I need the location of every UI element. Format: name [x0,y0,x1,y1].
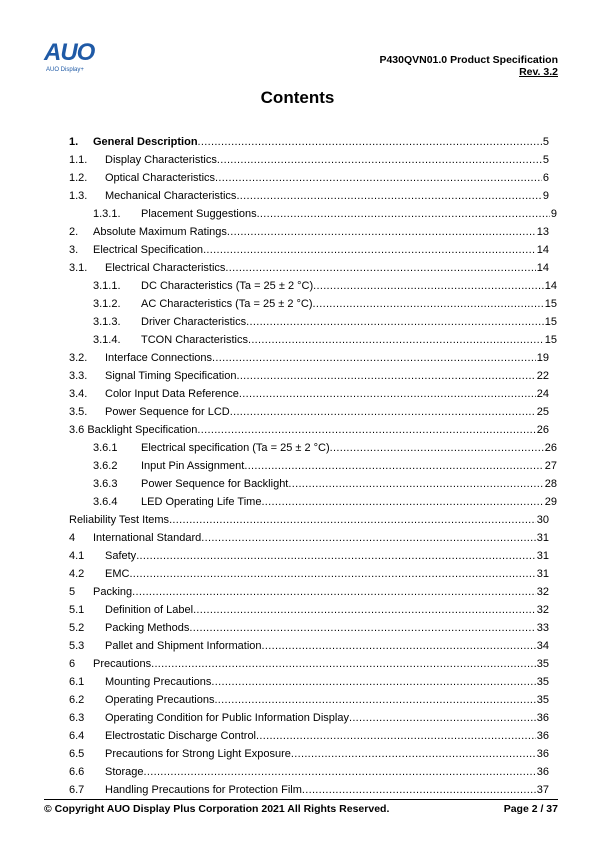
toc-entry-number: 6.7 [69,784,85,796]
toc-entry[interactable] [69,709,549,725]
toc-entry-title: Precautions [93,658,152,670]
toc-dot-leader [302,783,536,797]
toc-entry-page: 36 [536,748,549,760]
toc-entry-title: DC Characteristics (Ta = 25 ± 2 °C) [141,280,314,292]
toc-entry[interactable] [69,259,549,275]
toc-entry-title: 3.6 Backlight Specification [69,424,198,436]
toc-entry-page: 14 [536,244,549,256]
toc-entry-number: 4.1 [69,550,85,562]
toc-dot-leader [313,297,544,311]
toc-dot-leader [257,207,550,221]
toc-entry-title: Safety [105,550,137,562]
toc-dot-leader [248,333,544,347]
toc-entry-number: 1. [69,136,79,148]
toc-entry-page: 36 [536,766,549,778]
toc-entry-page: 15 [544,298,557,310]
toc-entry-page: 36 [536,712,549,724]
toc-dot-leader [256,729,536,743]
toc-entry-number: 5.1 [69,604,85,616]
toc-entry-number: 3.6.4 [93,496,118,508]
toc-entry[interactable] [69,781,549,797]
toc-entry[interactable] [69,637,549,653]
toc-entry-number: 3.1.4. [93,334,121,346]
toc-dot-leader [203,243,536,257]
toc-entry-page: 35 [536,658,549,670]
toc-entry-page: 15 [544,316,557,328]
toc-entry[interactable] [93,331,557,347]
toc-entry-number: 3.1. [69,262,88,274]
toc-entry[interactable] [93,439,557,455]
toc-entry[interactable] [69,241,549,257]
toc-entry-number: 3.6.3 [93,478,118,490]
toc-entry-number: 5 [69,586,76,598]
toc-entry-number: 6 [69,658,76,670]
toc-entry-number: 3.6.1 [93,442,118,454]
toc-entry-title: EMC [105,568,130,580]
toc-entry-page: 15 [544,334,557,346]
toc-entry-page: 27 [544,460,557,472]
toc-entry-title: General Description [93,136,198,148]
toc-entry-number: 1.1. [69,154,88,166]
toc-entry[interactable] [69,601,549,617]
toc-entry-number: 6.1 [69,676,85,688]
toc-entry[interactable] [93,277,557,293]
toc-entry[interactable] [69,745,549,761]
toc-entry-page: 35 [536,676,549,688]
toc-dot-leader [193,603,536,617]
toc-entry[interactable] [69,187,549,203]
toc-entry-page: 22 [536,370,549,382]
toc-entry-page: 13 [536,226,549,238]
toc-entry-title: Reliability Test Items [69,514,170,526]
toc-entry[interactable] [69,151,549,167]
toc-entry-page: 19 [536,352,549,364]
toc-entry[interactable] [69,421,549,437]
toc-entry-page: 36 [536,730,549,742]
toc-entry-page: 26 [536,424,549,436]
toc-dot-leader [197,423,535,437]
toc-entry-title: Color Input Data Reference [105,388,239,400]
toc-entry[interactable] [69,655,549,671]
toc-entry[interactable] [93,475,557,491]
revision-label: Rev. 3.2 [519,66,558,78]
toc-dot-leader [151,657,536,671]
toc-entry-title: Operating Precautions [105,694,215,706]
toc-dot-leader [144,765,536,779]
toc-entry-page: 32 [536,604,549,616]
toc-entry-page: 5 [542,136,549,148]
toc-entry[interactable] [93,457,557,473]
page-title: Contents [260,88,335,107]
toc-entry[interactable] [93,493,557,509]
toc-dot-leader [169,513,536,527]
toc-entry-title: Placement Suggestions [141,208,257,220]
toc-dot-leader [215,171,542,185]
footer-divider [44,799,558,800]
toc-entry[interactable] [69,349,549,365]
toc-entry-number: 6.5 [69,748,85,760]
toc-entry[interactable] [69,511,549,527]
toc-entry[interactable] [69,727,549,743]
logo-mark: AUO [44,39,95,66]
toc-entry[interactable] [69,547,549,563]
toc-entry-title: Electrical Characteristics [105,262,226,274]
toc-dot-leader [239,387,536,401]
toc-entry-page: 33 [536,622,549,634]
toc-entry[interactable] [69,673,549,689]
toc-entry[interactable] [69,169,549,185]
toc-entry-title: Signal Timing Specification [105,370,237,382]
toc-entry[interactable] [93,295,557,311]
toc-entry-number: 3. [69,244,79,256]
toc-entry-page: 37 [536,784,549,796]
page-number: Page 2 / 37 [503,803,558,815]
toc-entry[interactable] [69,403,549,419]
toc-entry-page: 9 [550,208,557,220]
toc-dot-leader [129,567,535,581]
toc-entry-title: Packing [93,586,133,598]
toc-entry-page: 31 [536,550,549,562]
toc-entry-page: 29 [544,496,557,508]
toc-entry-title: AC Characteristics (Ta = 25 ± 2 °C) [141,298,313,310]
toc-dot-leader [349,711,536,725]
toc-entry-number: 6.6 [69,766,85,778]
toc-entry-title: Electrical specification (Ta = 25 ± 2 °C) [141,442,330,454]
toc-entry-page: 28 [544,478,557,490]
toc-entry-number: 3.1.2. [93,298,121,310]
toc-entry-page: 25 [536,406,549,418]
toc-entry-title: LED Operating Life Time [141,496,262,508]
toc-entry-number: 3.3. [69,370,88,382]
toc-entry[interactable] [93,313,557,329]
toc-entry-title: TCON Characteristics [141,334,248,346]
toc-entry-title: Optical Characteristics [105,172,216,184]
toc-dot-leader [236,369,535,383]
toc-dot-leader [230,405,536,419]
toc-entry-title: Packing Methods [105,622,190,634]
toc-entry-title: Operating Condition for Public Information Display [105,712,349,724]
toc-entry[interactable] [93,205,557,221]
toc-entry-number: 6.4 [69,730,85,742]
toc-entry-page: 24 [536,388,549,400]
toc-entry-title: Handling Precautions for Protection Film [105,784,302,796]
toc-dot-leader [214,693,535,707]
toc-entry[interactable] [69,583,549,599]
toc-entry-title: Absolute Maximum Ratings [93,226,227,238]
toc-dot-leader [236,189,541,203]
toc-entry-page: 32 [536,586,549,598]
toc-entry-number: 1.3.1. [93,208,121,220]
toc-entry-page: 9 [542,190,549,202]
toc-entry-number: 3.1.3. [93,316,121,328]
copyright-notice: © Copyright AUO Display Plus Corporation 2021 All Rights Reserved. [44,803,390,815]
toc-entry-number: 4.2 [69,568,85,580]
toc-entry[interactable] [69,619,549,635]
toc-dot-leader [225,261,535,275]
toc-entry-number: 1.2. [69,172,88,184]
toc-dot-leader [246,315,544,329]
toc-entry-number: 3.4. [69,388,88,400]
toc-entry-page: 14 [536,262,549,274]
toc-entry[interactable] [69,763,549,779]
toc-dot-leader [198,135,542,149]
toc-entry[interactable] [69,223,549,239]
toc-entry-title: Power Sequence for LCD [105,406,230,418]
toc-entry-page: 30 [536,514,549,526]
logo-subtitle: AUO Display+ [46,67,84,73]
toc-dot-leader [189,621,535,635]
toc-entry-page: 31 [536,532,549,544]
toc-dot-leader [212,351,536,365]
toc-entry[interactable] [69,385,549,401]
document-title: P430QVN01.0 Product Specification [379,54,558,66]
toc-entry-title: Driver Characteristics [141,316,247,328]
toc-entry-title: International Standard [93,532,202,544]
toc-entry-title: Interface Connections [105,352,213,364]
toc-entry-title: Power Sequence for Backlight [141,478,289,490]
toc-entry-page: 26 [544,442,557,454]
toc-entry-number: 3.5. [69,406,88,418]
toc-entry-title: Mounting Precautions [105,676,212,688]
toc-entry-title: Precautions for Strong Light Exposure [105,748,291,760]
toc-dot-leader [291,747,536,761]
toc-dot-leader [132,585,536,599]
toc-entry[interactable] [69,367,549,383]
toc-dot-leader [262,639,536,653]
toc-entry-title: Electrostatic Discharge Control [105,730,257,742]
toc-entry-title: Electrical Specification [93,244,204,256]
toc-dot-leader [288,477,543,491]
toc-entry-title: Definition of Label [105,604,194,616]
toc-entry-title: Input Pin Assignment [141,460,245,472]
toc-dot-leader [227,225,536,239]
toc-dot-leader [211,675,535,689]
toc-entry-title: Display Characteristics [105,154,217,166]
toc-entry-number: 5.2 [69,622,85,634]
toc-entry-title: Pallet and Shipment Information [105,640,262,652]
toc-entry-title: Mechanical Characteristics [105,190,237,202]
toc-dot-leader [330,441,544,455]
toc-entry-page: 6 [542,172,549,184]
toc-entry-page: 5 [542,154,549,166]
toc-entry[interactable] [69,529,549,545]
toc-entry-number: 6.3 [69,712,85,724]
toc-entry-page: 35 [536,694,549,706]
toc-entry-number: 2. [69,226,79,238]
toc-entry-number: 3.1.1. [93,280,121,292]
toc-entry-number: 1.3. [69,190,88,202]
toc-dot-leader [313,279,544,293]
toc-entry-number: 3.2. [69,352,88,364]
toc-dot-leader [201,531,536,545]
toc-entry-title: Storage [105,766,144,778]
toc-entry-number: 4 [69,532,76,544]
toc-entry-page: 34 [536,640,549,652]
toc-entry[interactable] [69,691,549,707]
company-logo [44,40,124,80]
toc-entry[interactable] [69,133,549,149]
toc-dot-leader [136,549,536,563]
toc-entry[interactable] [69,565,549,581]
toc-dot-leader [217,153,542,167]
toc-entry-page: 14 [544,280,557,292]
toc-dot-leader [244,459,543,473]
toc-entry-number: 3.6.2 [93,460,118,472]
toc-entry-number: 5.3 [69,640,85,652]
toc-entry-page: 31 [536,568,549,580]
toc-entry-number: 6.2 [69,694,85,706]
toc-dot-leader [261,495,543,509]
